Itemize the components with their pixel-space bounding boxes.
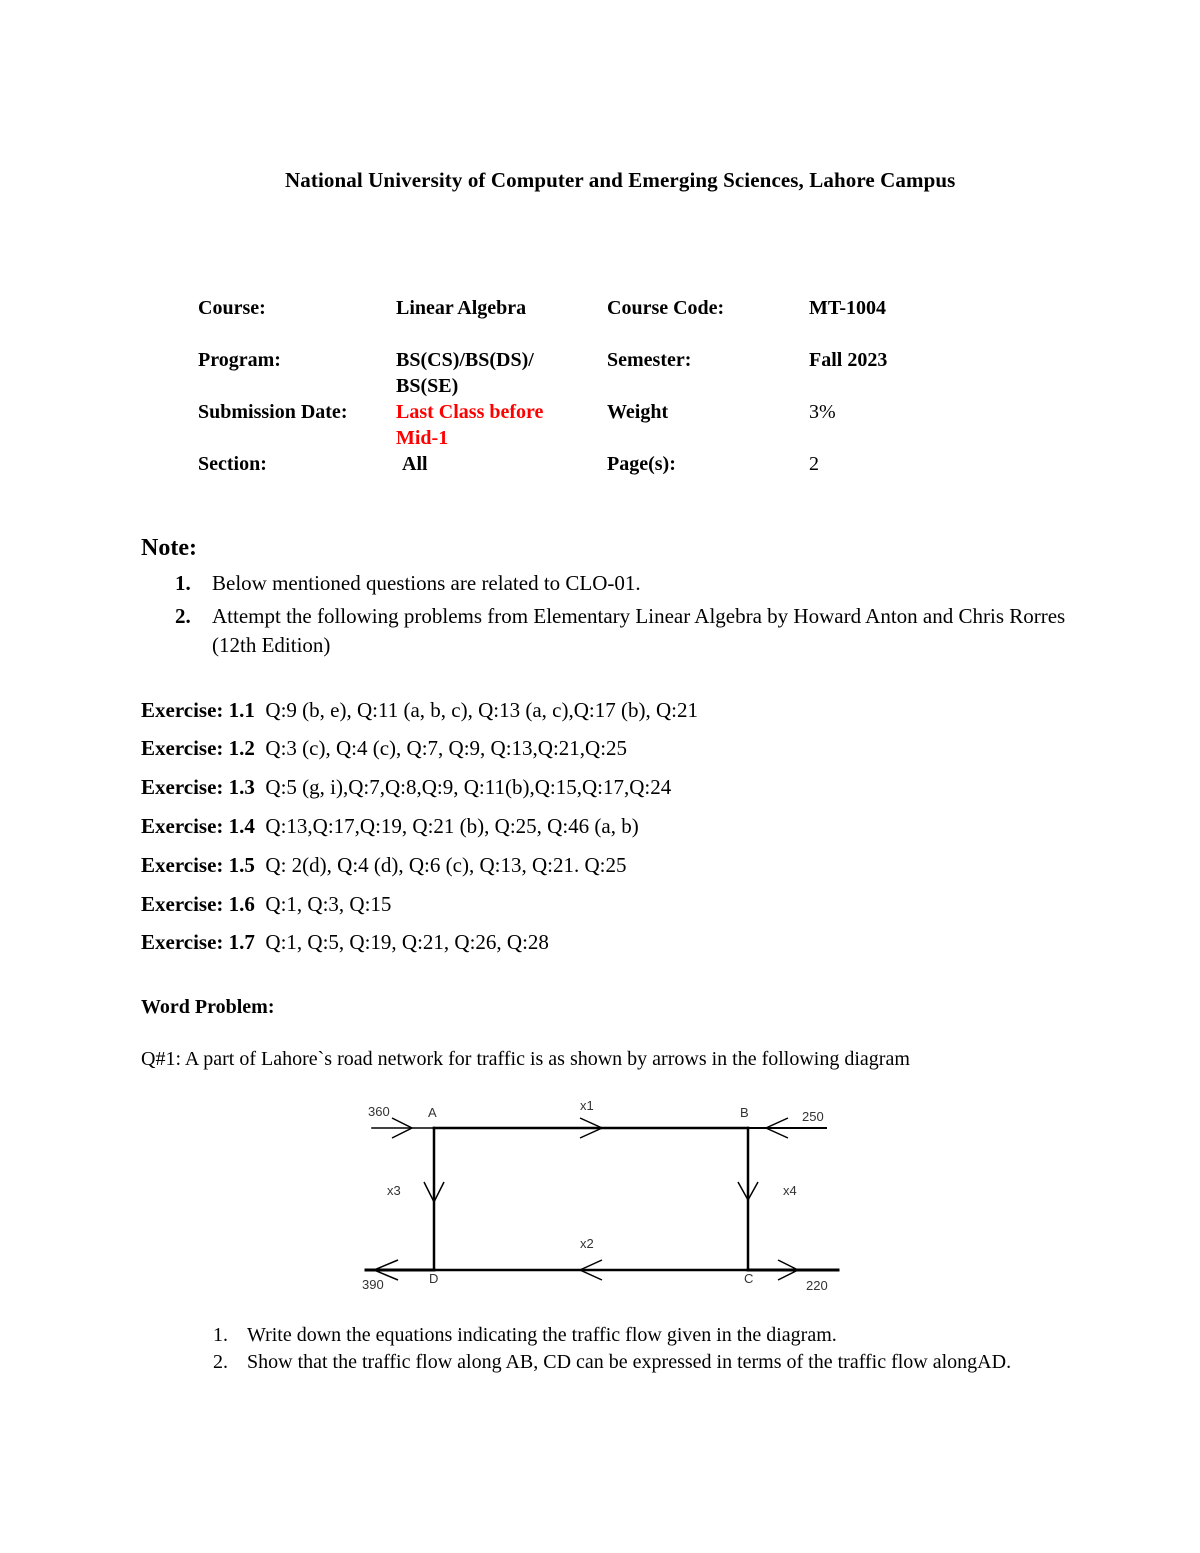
inflow-a-label: 360: [368, 1104, 390, 1119]
task-text: Show that the traffic flow along AB, CD can be expressed in terms of the traffic flow alongAD.: [247, 1351, 1012, 1373]
exercise-questions: Q:13,Q:17,Q:19, Q:21 (b), Q:25, Q:46 (a, b): [265, 814, 639, 838]
node-b-label: B: [740, 1105, 749, 1120]
exercise-label: Exercise: 1.4: [141, 814, 255, 838]
word-problem-heading: Word Problem:: [141, 996, 275, 1018]
note-item-text: Below mentioned questions are related to CLO-01.: [212, 571, 641, 595]
exercise-questions: Q:5 (g, i),Q:7,Q:8,Q:9, Q:11(b),Q:15,Q:17,Q:24: [265, 775, 672, 799]
exercise-label: Exercise: 1.7: [141, 930, 255, 954]
section-value: All: [402, 453, 428, 475]
semester-label: Semester:: [607, 349, 692, 371]
flow-x4-label: x4: [783, 1183, 797, 1198]
exercise-questions: Q:9 (b, e), Q:11 (a, b, c), Q:13 (a, c),Q:17 (b), Q:21: [265, 698, 698, 722]
exercise-row: [141, 853, 626, 878]
inflow-b-label: 250: [802, 1109, 824, 1124]
course-code-label: Course Code:: [607, 297, 725, 319]
section-label: Section:: [198, 453, 267, 475]
note-heading: Note:: [141, 535, 197, 561]
weight-label: Weight: [607, 401, 669, 423]
exercise-label: Exercise: 1.3: [141, 775, 255, 799]
question-text: Q#1: A part of Lahore`s road network for traffic is as shown by arrows in the following diagram: [141, 1048, 910, 1070]
program-label: Program:: [198, 349, 281, 371]
node-d-label: D: [429, 1271, 439, 1286]
course-code-value: MT-1004: [809, 297, 887, 319]
task-number: 1.: [213, 1324, 228, 1346]
submission-date-value-line2: Mid-1: [396, 427, 449, 449]
pages-value: 2: [809, 453, 819, 475]
exercise-label: Exercise: 1.1: [141, 698, 255, 722]
exercise-questions: Q:1, Q:3, Q:15: [265, 892, 392, 916]
flow-x2-label: x2: [580, 1236, 594, 1251]
node-a-label: A: [428, 1105, 437, 1120]
flow-x3-label: x3: [387, 1183, 401, 1198]
exercise-questions: Q:1, Q:5, Q:19, Q:21, Q:26, Q:28: [265, 930, 549, 954]
exercise-label: Exercise: 1.6: [141, 892, 255, 916]
submission-date-label: Submission Date:: [198, 401, 348, 423]
course-value: Linear Algebra: [396, 297, 527, 319]
exercise-row: [141, 892, 391, 917]
exercise-questions: Q:3 (c), Q:4 (c), Q:7, Q:9, Q:13,Q:21,Q:25: [265, 736, 628, 760]
semester-value: Fall 2023: [809, 349, 888, 371]
node-c-label: C: [744, 1271, 754, 1286]
outflow-d-label: 390: [362, 1277, 384, 1292]
note-item-number: 1.: [175, 571, 191, 595]
course-label: Course:: [198, 297, 266, 319]
exercise-row: [141, 736, 627, 761]
traffic-network-diagram: [358, 1090, 848, 1300]
flow-x1-label: x1: [580, 1098, 594, 1113]
note-item-text: Attempt the following problems from Elementary Linear Algebra by Howard Anton and Chris Rorres (12th Edition): [212, 604, 1066, 657]
submission-date-value-line1: Last Class before: [396, 401, 544, 423]
task-text: Write down the equations indicating the traffic flow given in the diagram.: [247, 1324, 837, 1346]
program-value-line2: BS(SE): [396, 375, 459, 397]
university-title: National University of Computer and Emerging Sciences, Lahore Campus: [285, 168, 956, 192]
exercise-row: [141, 814, 639, 839]
program-value-line1: BS(CS)/BS(DS)/: [396, 349, 534, 371]
exercise-label: Exercise: 1.5: [141, 853, 255, 877]
exercise-label: Exercise: 1.2: [141, 736, 255, 760]
outflow-c-label: 220: [806, 1278, 828, 1293]
weight-value: 3%: [809, 401, 836, 423]
exercise-row: [141, 698, 698, 723]
pages-label: Page(s):: [607, 453, 676, 475]
exercise-questions: Q: 2(d), Q:4 (d), Q:6 (c), Q:13, Q:21. Q:25: [265, 853, 627, 877]
task-number: 2.: [213, 1351, 228, 1373]
exercise-row: [141, 775, 671, 800]
exercise-row: [141, 930, 549, 955]
note-item-number: 2.: [175, 604, 191, 628]
